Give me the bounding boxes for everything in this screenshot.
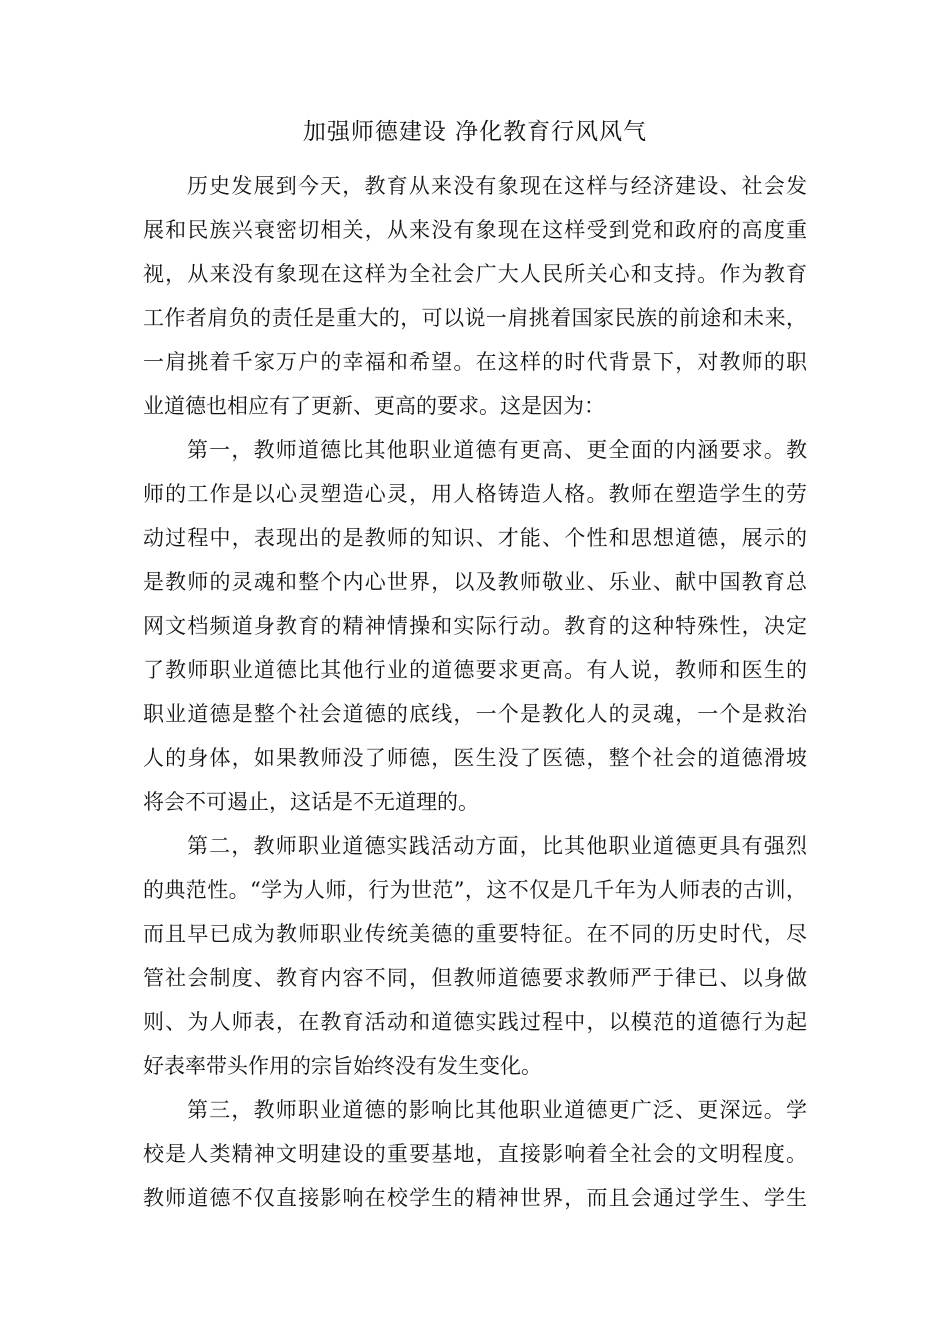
paragraph-line: 网文档频道身教育的精神情操和实际行动。教育的这种特殊性，决定: [143, 614, 807, 638]
paragraph-line: 教师道德不仅直接影响在校学生的精神世界，而且会通过学生、学生: [143, 1186, 807, 1210]
paragraph-line: 第三，教师职业道德的影响比其他职业道德更广泛、更深远。学: [187, 1098, 807, 1122]
paragraph-line: 动过程中，表现出的是教师的知识、才能、个性和思想道德，展示的: [143, 526, 807, 550]
paragraph-line: 的典范性。“学为人师，行为世范”，这不仅是几千年为人师表的古训，: [143, 878, 807, 902]
paragraph-line: 管社会制度、教育内容不同，但教师道德要求教师严于律已、以身做: [143, 966, 807, 990]
paragraph-line: 师的工作是以心灵塑造心灵，用人格铸造人格。教师在塑造学生的劳: [143, 482, 807, 506]
paragraph-line: 则、为人师表，在教育活动和道德实践过程中，以模范的道德行为起: [143, 1010, 807, 1034]
paragraph-line: 业道德也相应有了更新、更高的要求。这是因为：: [143, 394, 605, 418]
document-title: 加强师德建设 净化教育行风风气: [302, 119, 648, 145]
paragraph-line: 了教师职业道德比其他行业的道德要求更高。有人说，教师和医生的: [143, 658, 807, 682]
paragraph-line: 视，从来没有象现在这样为全社会广大人民所关心和支持。作为教育: [143, 262, 807, 286]
paragraph-line: 展和民族兴衰密切相关，从来没有象现在这样受到党和政府的高度重: [143, 218, 807, 242]
paragraph-line: 将会不可遏止，这话是不无道理的。: [143, 790, 479, 814]
paragraph-line: 是教师的灵魂和整个内心世界，以及教师敬业、乐业、献中国教育总: [143, 570, 807, 594]
paragraph-line: 好表率带头作用的宗旨始终没有发生变化。: [143, 1054, 542, 1078]
paragraph-line: 第一，教师道德比其他职业道德有更高、更全面的内涵要求。教: [187, 438, 807, 462]
paragraph-line: 而且早已成为教师职业传统美德的重要特征。在不同的历史时代，尽: [143, 922, 807, 946]
paragraph-line: 职业道德是整个社会道德的底线，一个是教化人的灵魂，一个是救治: [143, 702, 807, 726]
paragraph-line: 历史发展到今天，教育从来没有象现在这样与经济建设、社会发: [187, 174, 807, 198]
paragraph-line: 工作者肩负的责任是重大的，可以说一肩挑着国家民族的前途和未来，: [143, 306, 807, 330]
paragraph-line: 一肩挑着千家万户的幸福和希望。在这样的时代背景下，对教师的职: [143, 350, 807, 374]
paragraph-line: 人的身体，如果教师没了师德，医生没了医德，整个社会的道德滑坡: [143, 746, 807, 770]
paragraph-line: 校是人类精神文明建设的重要基地，直接影响着全社会的文明程度。: [143, 1142, 807, 1166]
paragraph-line: 第二，教师职业道德实践活动方面，比其他职业道德更具有强烈: [187, 834, 807, 858]
